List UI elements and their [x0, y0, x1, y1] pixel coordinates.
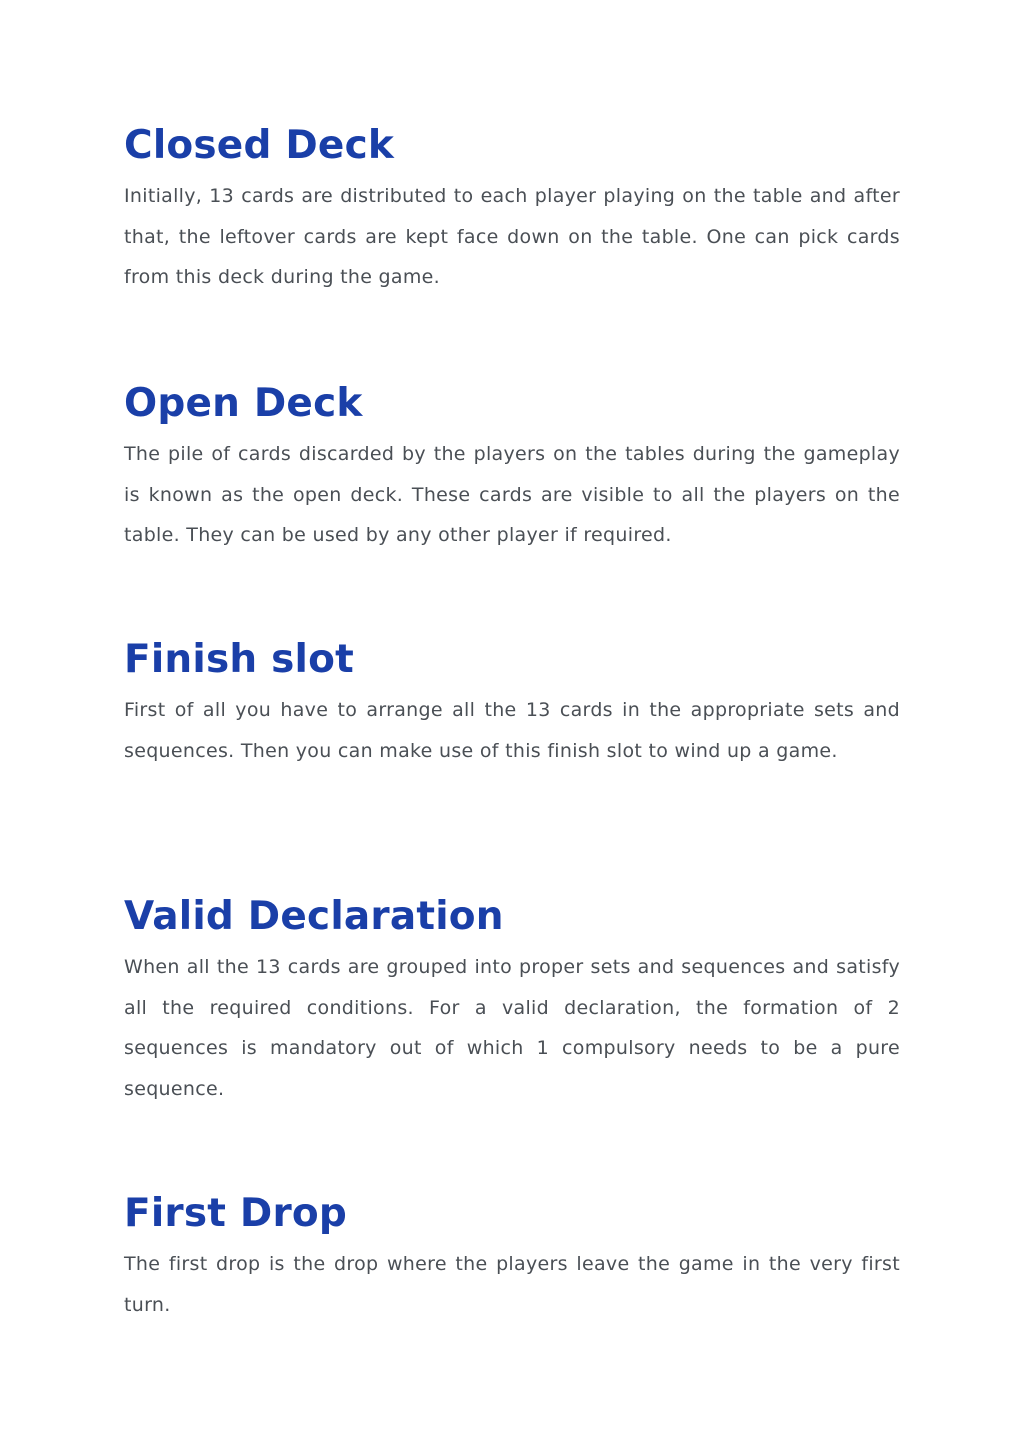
section-body: When all the 13 cards are grouped into proper sets and sequences and satisfy all the required conditions. For a valid declaration, the formation of 2 sequences is mandatory out of which 1 compulsory needs to be a pure sequence.: [124, 956, 900, 1100]
section-closed-deck: [124, 122, 900, 298]
section-heading: First Drop: [124, 1191, 347, 1236]
section-open-deck: [124, 380, 900, 556]
section-heading: Open Deck: [124, 381, 363, 426]
section-heading: Finish slot: [124, 637, 354, 682]
section-body: The first drop is the drop where the players leave the game in the very first turn.: [124, 1253, 900, 1316]
section-body: Initially, 13 cards are distributed to each player playing on the table and after that, the leftover cards are kept face down on the table. One can pick cards from this deck during the game.: [124, 185, 900, 288]
section-heading: Valid Declaration: [124, 894, 504, 939]
section-heading: Closed Deck: [124, 123, 395, 168]
section-first-drop: [124, 1190, 900, 1325]
section-body: The pile of cards discarded by the players on the tables during the gameplay is known as the open deck. These cards are visible to all the players on the table. They can be used by any other player if required.: [124, 443, 900, 546]
section-body: First of all you have to arrange all the 13 cards in the appropriate sets and sequences. Then you can make use of this finish slot to wind up a game.: [124, 699, 900, 762]
section-valid-declaration: [124, 893, 900, 1109]
section-finish-slot: [124, 636, 900, 771]
